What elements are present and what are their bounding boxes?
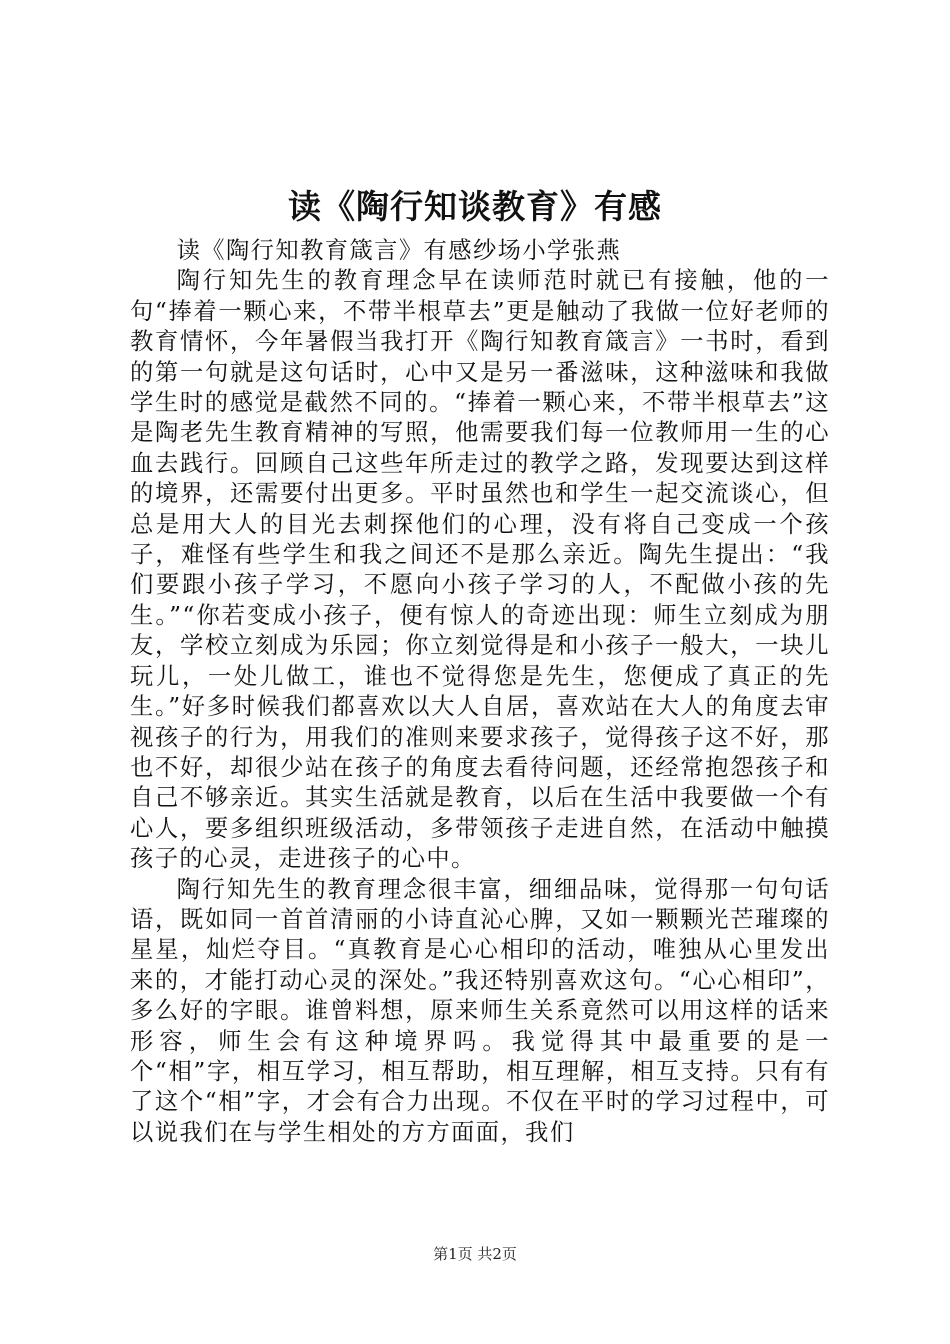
document-title: 读《陶行知谈教育》有感 [288, 187, 662, 226]
paragraph-1: 陶行知先生的教育理念早在读师范时就已有接触，他的一句“捧着一颗心来，不带半根草去”更是触动了我做一位好老师的教育情怀，今年暑假当我打开《陶行知教育箴言》一书时，看到的第一句就是这句话时，心中又是另一番滋味，这种滋味和我做学生时的感觉是截然不同的。“捧着一颗心来，不带半根草去”这是陶老先生教育精神的写照，他需要我们每一位教师用一生的心血去践行。回顾自己这些年所走过的教学之路，发现要达到这样的境界，还需要付出更多。平时虽然也和学生一起交流谈心，但总是用大人的目光去刺探他们的心理，没有将自己变成一个孩子，难怪有些学生和我之间还不是那么亲近。陶先生提出：“我们要跟小孩子学习，不愿向小孩子学习的人，不配做小孩的先生。”“你若变成小孩子，便有惊人的奇迹出现：师生立刻成为朋友，学校立刻成为乐园；你立刻觉得是和小孩子一般大，一块儿玩儿，一处儿做工，谁也不觉得您是先生，您便成了真正的先生。”好多时候我们都喜欢以大人自居，喜欢站在大人的角度去审视孩子的行为，用我们的准则来要求孩子，觉得孩子这不好，那也不好，却很少站在孩子的角度去看待问题，还经常抱怨孩子和自己不够亲近。其实生活就是教育，以后在生活中我要做一个有心人，要多组织班级活动，多带领孩子走进自然，在活动中触摸孩子的心灵，走进孩子的心中。 [130, 267, 830, 873]
subtitle-line: 读《陶行知教育箴言》有感纱场小学张燕 [176, 237, 622, 264]
paragraph-2: 陶行知先生的教育理念很丰富，细细品味，觉得那一句句话语，既如同一首首清丽的小诗直沁心脾，又如一颗颗光芒璀璨的星星，灿烂夺目。“真教育是心心相印的活动，唯独从心里发出来的，才能打动心灵的深处。”我还特别喜欢这句。“心心相印”，多么好的字眼。谁曾料想，原来师生关系竟然可以用这样的话来形容，师生会有这种境界吗。我觉得其中最重要的是一个“相”字，相互学习，相互帮助，相互理解，相互支持。只有有了这个“相”字，才会有合力出现。不仅在平时的学习过程中，可以说我们在与学生相处的方方面面，我们 [130, 875, 830, 1146]
page-number-footer: 第1页 共2页 [433, 1245, 517, 1263]
document-body [130, 236, 830, 1148]
